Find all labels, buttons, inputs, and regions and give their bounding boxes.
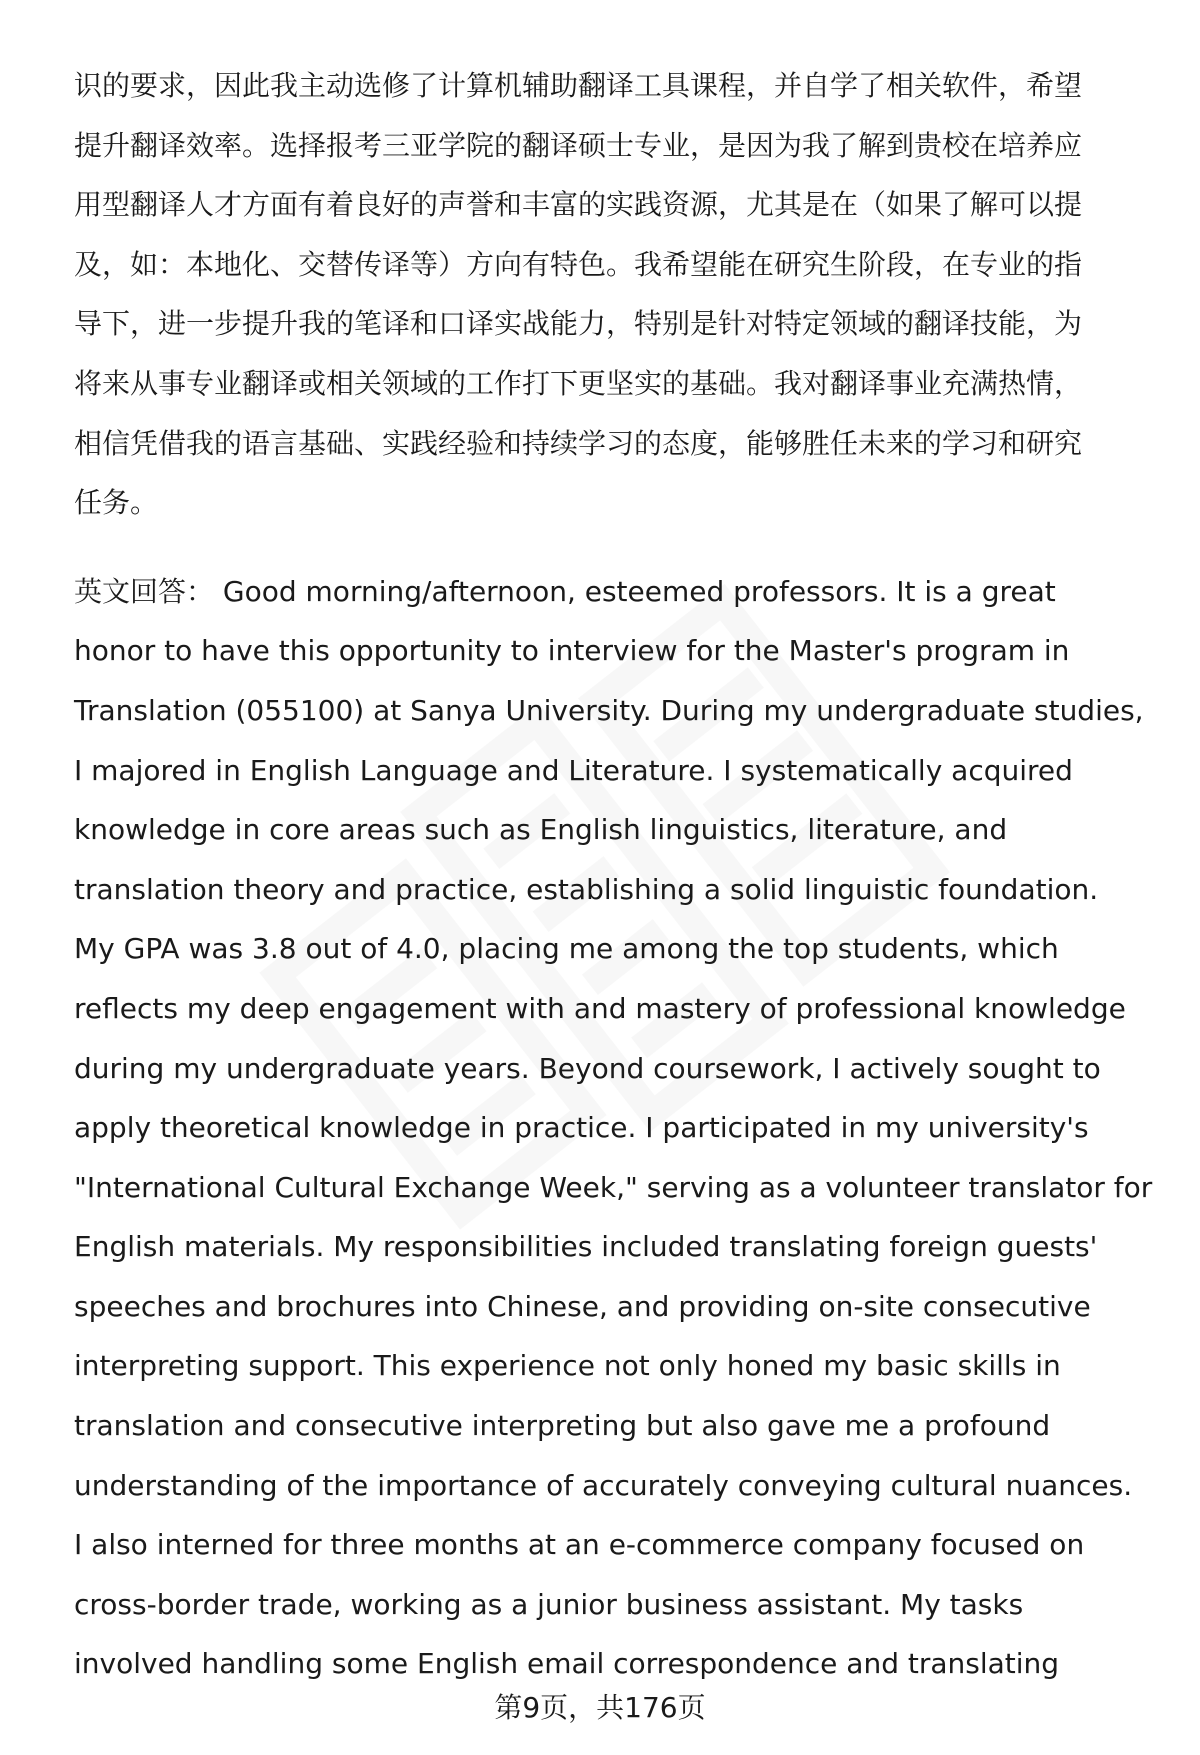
text-line: 导下，进一步提升我的笔译和口译实战能力，特别是针对特定领域的翻译技能，为: [74, 307, 1083, 341]
text-line: during my undergraduate years. Beyond coursework, I actively sought to: [74, 1051, 1101, 1085]
english-paragraph: [74, 562, 1154, 1694]
text-line: 将来从事专业翻译或相关领域的工作打下更坚实的基础。我对翻译事业充满热情，: [74, 366, 1083, 400]
text-line: involved handling some English email correspondence and translating: [74, 1647, 1060, 1681]
text-line: 及，如：本地化、交替传译等）方向有特色。我希望能在研究生阶段，在专业的指: [74, 247, 1083, 281]
text-line: honor to have this opportunity to interview for the Master's program in: [74, 634, 1070, 668]
page-number-footer: 第9页，共176页: [494, 1691, 706, 1724]
paragraph-gap: [74, 533, 1154, 562]
text-line: 相信凭借我的语言基础、实践经验和持续学习的态度，能够胜任未来的学习和研究: [74, 426, 1083, 460]
text-line: My GPA was 3.8 out of 4.0, placing me among the top students, which: [74, 932, 1059, 966]
text-line: speeches and brochures into Chinese, and providing on-site consecutive: [74, 1289, 1091, 1323]
text-line: 用型翻译人才方面有着良好的声誉和丰富的实践资源，尤其是在（如果了解可以提: [74, 188, 1083, 222]
text-line: 识的要求，因此我主动选修了计算机辅助翻译工具课程，并自学了相关软件，希望: [74, 69, 1083, 102]
text-line: 英文回答： Good morning/afternoon, esteemed professors. It is a great: [74, 574, 1056, 608]
text-line: I majored in English Language and Literature. I systematically acquired: [74, 753, 1073, 787]
text-line: 提升翻译效率。选择报考三亚学院的翻译硕士专业，是因为我了解到贵校在培养应: [74, 128, 1083, 162]
chinese-paragraph: [74, 56, 1154, 533]
text-line: I also interned for three months at an e-commerce company focused on: [74, 1528, 1085, 1562]
text-line: English materials. My responsibilities included translating foreign guests': [74, 1230, 1098, 1264]
text-line: Translation (055100) at Sanya University. During my undergraduate studies,: [74, 693, 1144, 727]
text-line: translation theory and practice, establishing a solid linguistic foundation.: [74, 872, 1099, 906]
text-line: 任务。: [74, 486, 159, 520]
document-body: [74, 56, 1154, 1694]
text-line: reflects my deep engagement with and mastery of professional knowledge: [74, 991, 1126, 1025]
text-line: "International Cultural Exchange Week," serving as a volunteer translator for: [74, 1170, 1153, 1204]
text-line: cross-border trade, working as a junior business assistant. My tasks: [74, 1587, 1024, 1621]
text-line: translation and consecutive interpreting but also gave me a profound: [74, 1409, 1051, 1443]
text-line: apply theoretical knowledge in practice. I participated in my university's: [74, 1111, 1089, 1145]
text-line: knowledge in core areas such as English linguistics, literature, and: [74, 813, 1008, 847]
text-line: understanding of the importance of accurately conveying cultural nuances.: [74, 1468, 1133, 1502]
text-line: interpreting support. This experience not only honed my basic skills in: [74, 1349, 1061, 1383]
